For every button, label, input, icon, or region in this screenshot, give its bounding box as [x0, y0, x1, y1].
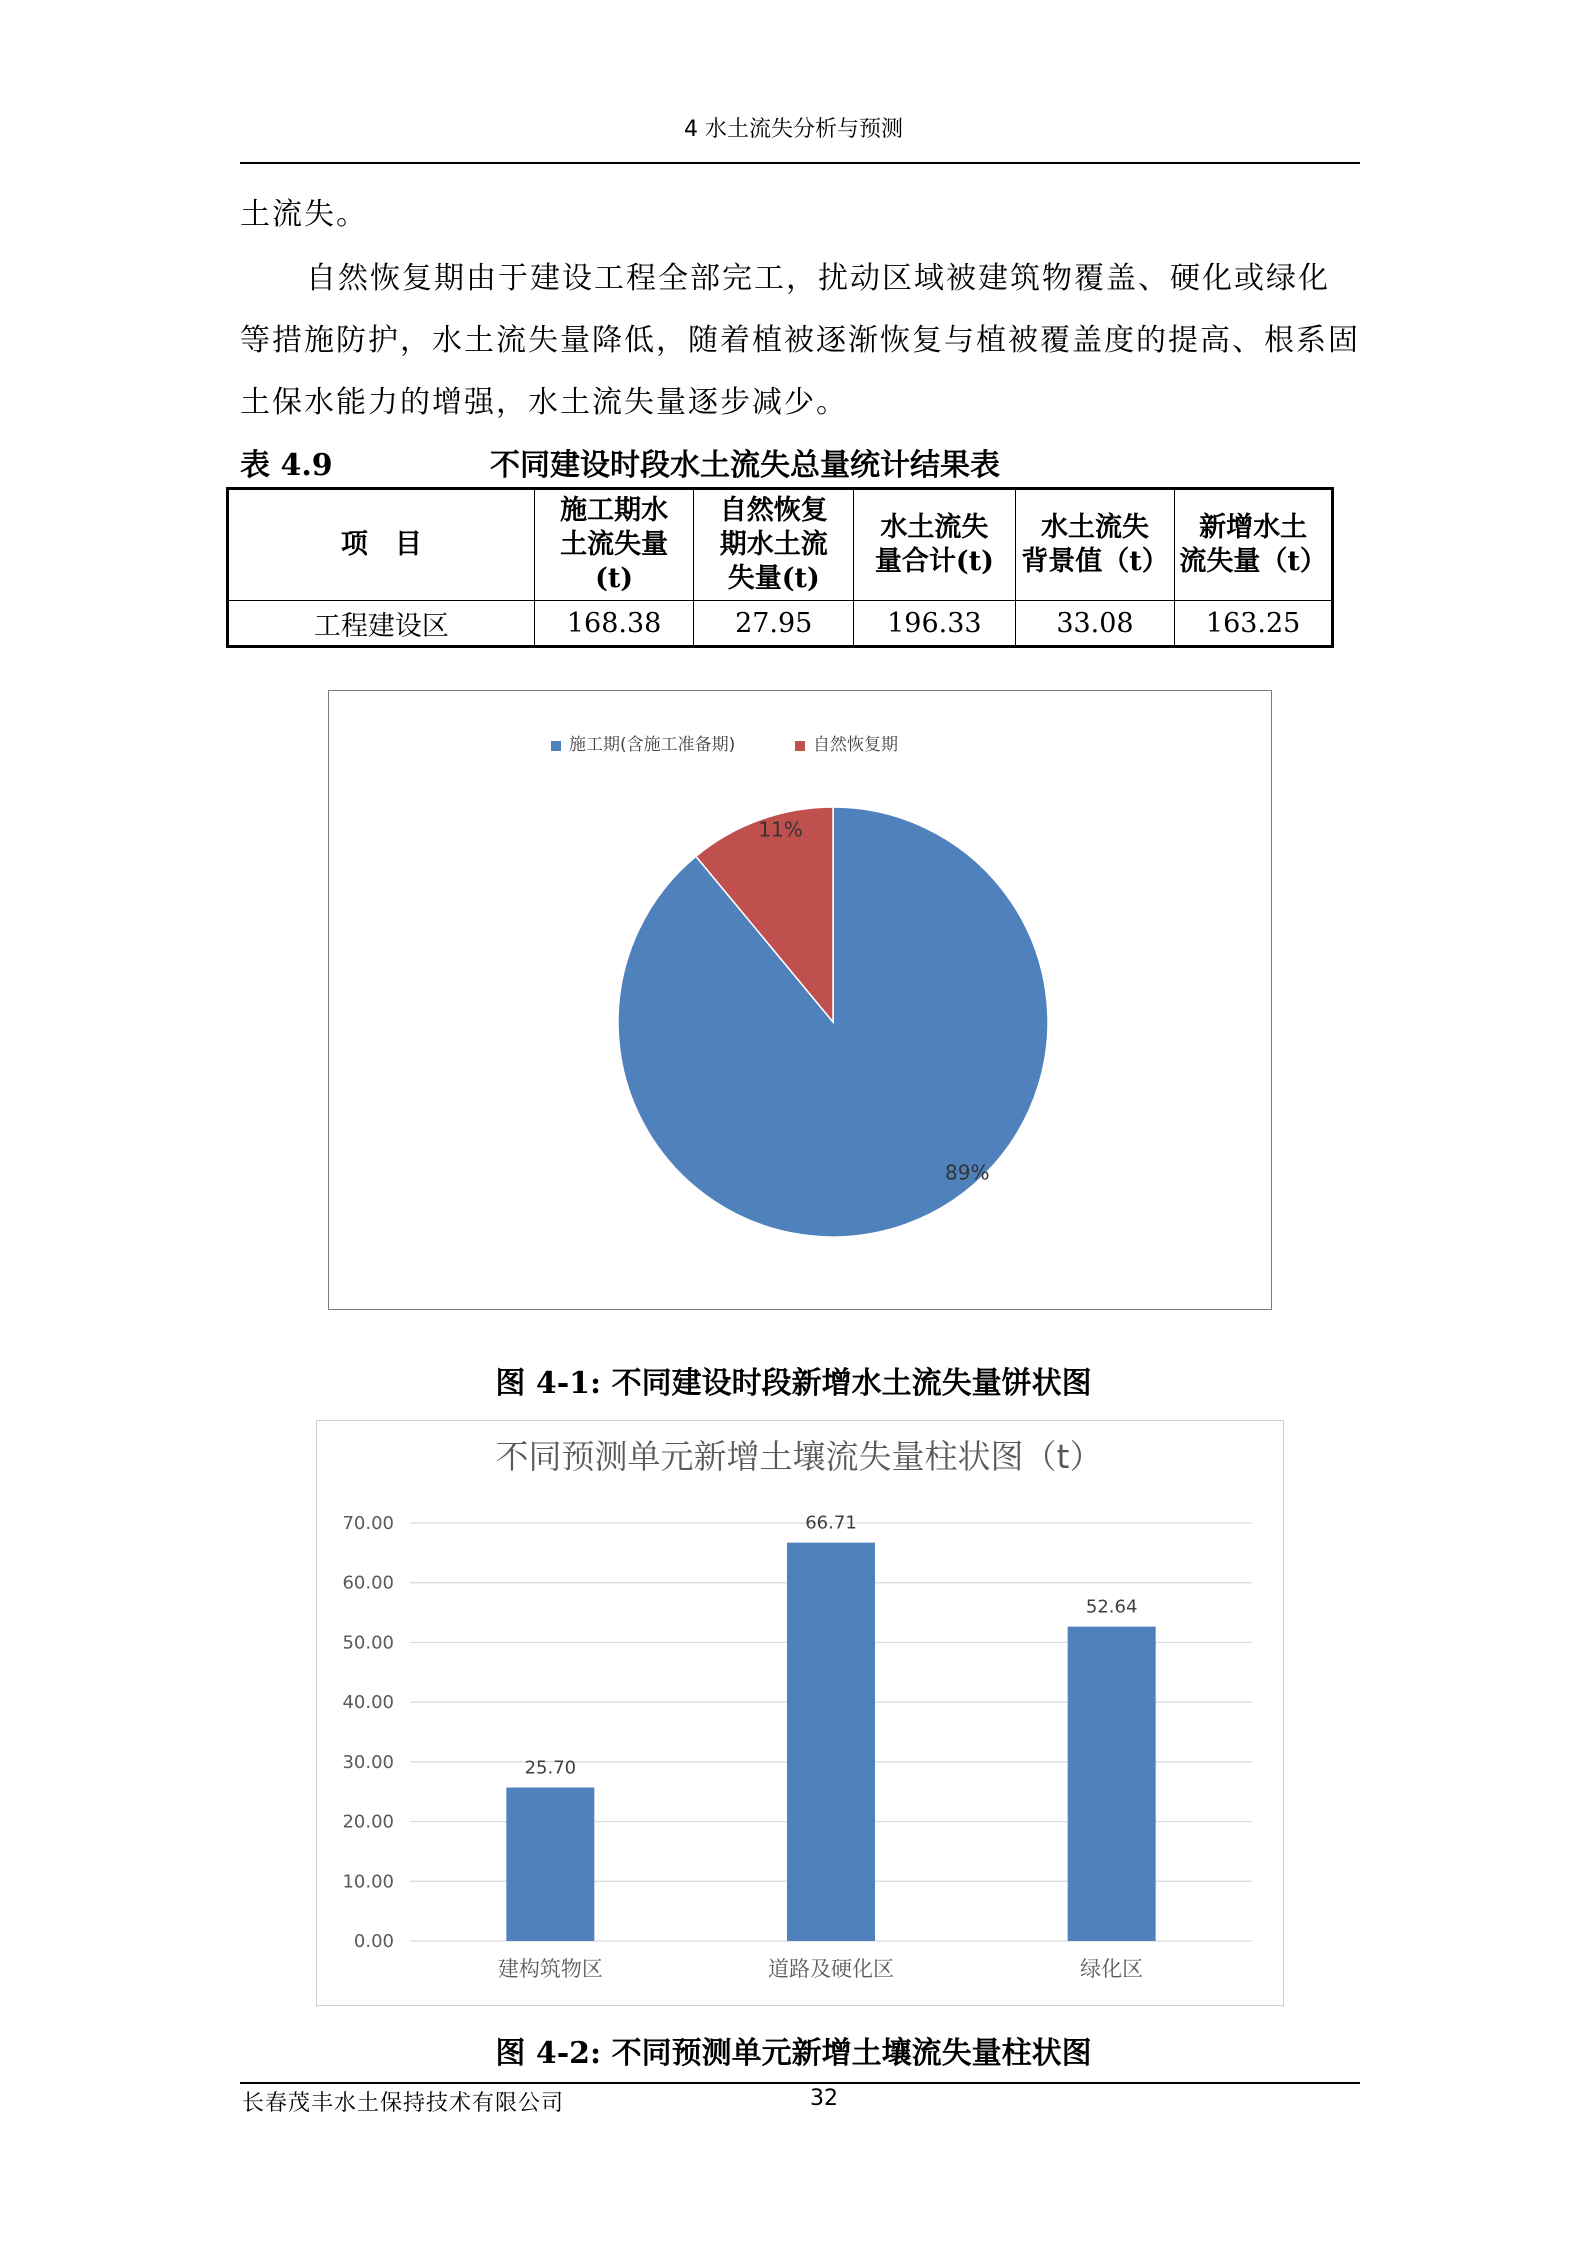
table-header-cell: 施工期水 土流失量 (t) — [534, 489, 694, 601]
table-header-row — [228, 489, 1333, 601]
bar — [1068, 1627, 1156, 1941]
figure-caption-bar: 图 4-2: 不同预测单元新增土壤流失量柱状图 — [495, 2036, 1092, 2071]
y-tick-label: 40.00 — [342, 1692, 394, 1714]
pie-label-construction: 89% — [945, 1160, 990, 1185]
bar-value-label: 25.70 — [524, 1757, 577, 1779]
table-cell: 27.95 — [694, 601, 854, 647]
y-tick-label: 0.00 — [353, 1931, 394, 1952]
paragraph-natural-recovery: 自然恢复期由于建设工程全部完工，扰动区域被建筑物覆盖、硬化或绿化等措施防护，水土流失量降低，随着植被逐渐恢复与植被覆盖度的提高、根系固土保水能力的增强，水土流失量逐步减少。 — [240, 261, 1360, 420]
x-category-label: 绿化区 — [1080, 1957, 1144, 1981]
y-tick-label: 30.00 — [342, 1751, 394, 1773]
page-number: 32 — [810, 2086, 838, 2111]
y-tick-label: 50.00 — [342, 1632, 394, 1654]
x-category-label: 建构筑物区 — [497, 1957, 603, 1981]
table-cell: 196.33 — [854, 601, 1016, 647]
legend-label: 施工期(含施工准备期) — [569, 735, 736, 755]
table-row — [228, 601, 1333, 647]
y-tick-label: 60.00 — [342, 1572, 394, 1594]
bar-value-label: 52.64 — [1085, 1596, 1138, 1618]
table-cell: 工程建设区 — [228, 601, 535, 647]
bar — [787, 1543, 875, 1941]
bar-value-label: 66.71 — [805, 1512, 857, 1534]
footer-rule — [240, 2082, 1360, 2084]
y-tick-label: 20.00 — [342, 1811, 394, 1833]
table-header-cell: 水土流失 背景值（t） — [1015, 489, 1175, 601]
legend-swatch — [795, 741, 805, 751]
bar — [506, 1788, 594, 1941]
legend-label: 自然恢复期 — [813, 735, 898, 755]
pie-chart-frame — [328, 690, 1272, 1310]
bar-chart — [317, 1421, 1282, 2004]
pie-label-recovery: 11% — [758, 817, 803, 842]
pie-chart — [329, 691, 1270, 1308]
running-header: 4 水土流失分析与预测 — [684, 117, 903, 142]
y-tick-label: 70.00 — [342, 1513, 394, 1534]
footer-company: 长春茂丰水土保持技术有限公司 — [242, 2091, 565, 2116]
table-cell: 163.25 — [1175, 601, 1333, 647]
table-header-cell: 项 目 — [228, 489, 535, 601]
paragraph-continuation: 土流失。 — [240, 197, 368, 232]
bar-chart-frame — [316, 1420, 1284, 2006]
header-rule — [240, 162, 1360, 164]
table-cell: 168.38 — [534, 601, 694, 647]
table-title: 不同建设时段水土流失总量统计结果表 — [490, 448, 1000, 483]
table-cell: 33.08 — [1015, 601, 1175, 647]
legend-swatch — [551, 741, 561, 751]
soil-loss-table — [226, 487, 1334, 648]
table-header-cell: 水土流失 量合计(t) — [854, 489, 1016, 601]
table-header-cell: 新增水土 流失量（t） — [1175, 489, 1333, 601]
figure-caption-pie: 图 4-1: 不同建设时段新增水土流失量饼状图 — [495, 1366, 1092, 1401]
y-tick-label: 10.00 — [342, 1871, 394, 1893]
x-category-label: 道路及硬化区 — [768, 1957, 894, 1981]
table-number: 表 4.9 — [240, 448, 333, 483]
table-header-cell: 自然恢复 期水土流 失量(t) — [694, 489, 854, 601]
bar-chart-title: 不同预测单元新增土壤流失量柱状图（t） — [495, 1437, 1103, 1476]
